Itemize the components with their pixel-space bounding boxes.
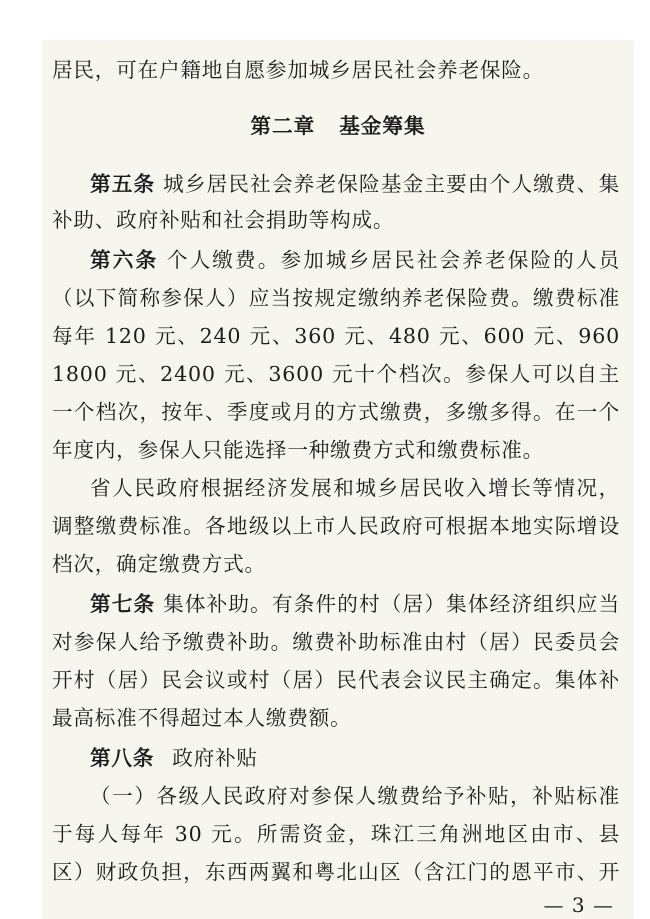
text-line: 补助、政府补贴和社会捐助等构成。: [52, 208, 395, 232]
text-span: 集体补助。有条件的村（居）集体经济组织应当: [163, 592, 620, 616]
document-page: [42, 40, 634, 919]
article-5-label: 第五条: [90, 172, 156, 196]
text-line: 对参保人给予缴费补助。缴费补助标准由村（居）民委员会: [52, 630, 620, 654]
text-line: （以下简称参保人）应当按规定缴纳养老保险费。缴费标准: [52, 286, 620, 310]
text-line: 于每人每年 30 元。所需资金，珠江三角洲地区由市、县: [52, 822, 620, 846]
chapter-heading: [42, 112, 634, 140]
text-line: 1800 元、2400 元、3600 元十个档次。参保人可以自主: [52, 362, 620, 386]
article-6-label: 第六条: [90, 248, 159, 272]
page-number: — 3 —: [543, 893, 614, 917]
chapter-number: 第二章: [250, 114, 316, 138]
article-7-label: 第七条: [90, 592, 156, 616]
article-6-line: [90, 246, 620, 274]
article-8-line: [90, 744, 620, 772]
text-line: 档次，确定缴费方式。: [52, 552, 266, 576]
text-line: 区）财政负担，东西两翼和粤北山区（含江门的恩平市、开: [52, 860, 620, 884]
article-5-line: [90, 170, 620, 198]
article-7-line: [90, 590, 620, 618]
text-line: （一）各级人民政府对参保人缴费给予补贴，补贴标准: [90, 784, 620, 808]
text-line: 一个档次，按年、季度或月的方式缴费，多缴多得。在一个: [52, 400, 620, 424]
text-span: 政府补贴: [172, 746, 258, 770]
text-line: 最高标准不得超过本人缴费额。: [52, 706, 352, 730]
text-line: 每年 120 元、240 元、360 元、480 元、600 元、960: [52, 324, 620, 348]
text-line: 居民，可在户籍地自愿参加城乡居民社会养老保险。: [52, 58, 545, 82]
text-span: 城乡居民社会养老保险基金主要由个人缴费、集: [163, 172, 620, 196]
text-line: 年度内，参保人只能选择一种缴费方式和缴费标准。: [52, 438, 545, 462]
text-line: 开村（居）民会议或村（居）民代表会议民主确定。集体补: [52, 668, 620, 692]
chapter-title: 基金筹集: [339, 114, 426, 138]
text-line: 调整缴费标准。各地级以上市人民政府可根据本地实际增设: [52, 514, 620, 538]
text-line: 省人民政府根据经济发展和城乡居民收入增长等情况，: [90, 476, 620, 500]
text-span: 个人缴费。参加城乡居民社会养老保险的人员: [166, 248, 620, 272]
article-8-label: 第八条: [90, 746, 155, 770]
